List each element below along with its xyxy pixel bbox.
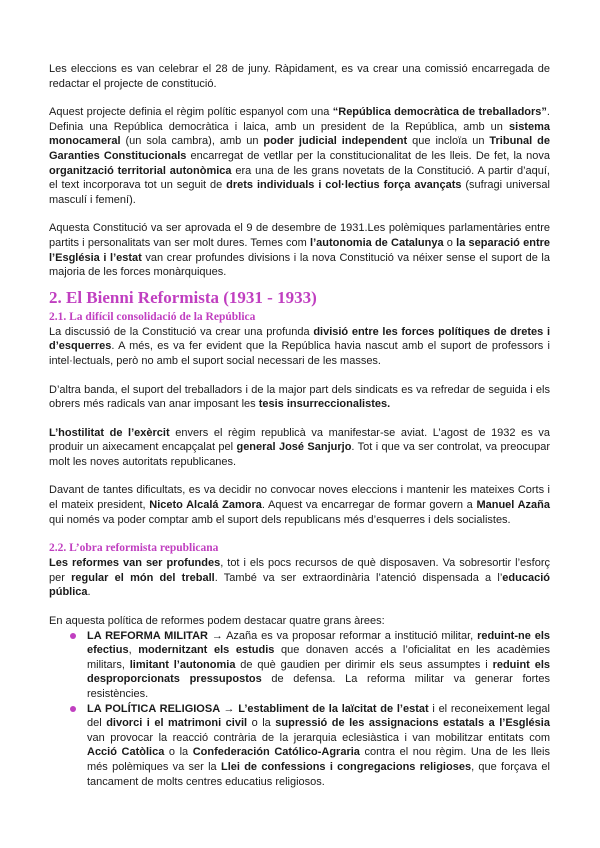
paragraph-constitution-approval: Aquesta Constitució va ser aprovada el 9 de desembre de 1931.Les polèmiques parlamentàries entre partits i personalitats van ser molt dures. Temes com l’autonomia de Catalunya o la separació entre l’Església i l’estat van crear profundes divisions i la nova Constitució va néixer sense el suport de la majoria de les forces monàrquiques. [49,222,550,279]
paragraph-reforms: Les reformes van ser profundes, tot i els pocs recursos de què disposaven. Va sobresortir l’esforç per regular el món del treball. També va ser extraordinària l’atenció dispensada a l’educació pública. [49,557,550,599]
bullet-icon [70,633,76,639]
bullet-icon [70,706,76,712]
list-item-religious-policy: LA POLÍTICA RELIGIOSA → L’establiment de la laïcitat de l’estat i el reconeixement legal del divorci i el matrimoni civil o la supressió de les assignacions estatals a l’Església van provocar la reacció contrària de la jerarquia eclesiàstica i van mobilitzar entitats com Acció Catòlica o la Confederación Católico-Agraria contra el nou règim. Una de les lleis més polèmiques va ser la Llei de confessions i congregacions religioses, que forçava el tancament de molts centres educatius religiosos. [70,702,550,790]
document-body [49,62,550,789]
paragraph-reform-areas-intro: En aquesta política de reformes podem destacar quatre grans àrees: [49,615,385,628]
paragraph-workers-support: D’altra banda, el suport del treballadors i de la major part dels sindicats es va refredar de seguida i els obrers més radicals van anar imposant les tesis insurreccionalistes. [49,383,550,411]
reform-areas-list [49,629,550,790]
subsection-heading-consolidacio: 2.1. La difícil consolidació de la República [49,310,256,323]
subsection-heading-obra-reformista: 2.2. L’obra reformista republicana [49,542,219,555]
section-heading-bienni-reformista: 2. El Bienni Reformista (1931 - 1933) [49,287,317,307]
paragraph-government: Davant de tantes dificultats, es va decidir no convocar noves eleccions i mantenir les mateixes Corts i el mateix president, Niceto Alcalá Zamora. Aquest va encarregar de formar govern a Manuel Azaña qui només va poder comptar amb el suport dels republicans més d’esquerres i dels socialistes. [49,484,550,526]
paragraph-political-division: La discussió de la Constitució va crear una profunda divisió entre les forces polítiques de dretes i d’esquerres. A més, es va fer evident que la República havia nascut amb el suport de professors i intel·lectuals, però no amb el suport social necessari de les masses. [49,325,551,367]
list-item-military-reform: LA REFORMA MILITAR → Azaña es va proposar reformar a institució militar, reduint-ne els efectius, modernitzant els estudis que donaven accés a l’oficialitat en les acadèmies militars, limitant l’autonomia de què gaudien per dirimir els seus assumptes i reduint els desproporcionats pressupostos de defensa. La reforma militar va generar fortes resistències. [70,629,550,702]
paragraph-army-hostility: L’hostilitat de l’exèrcit envers el règim republicà va manifestar-se aviat. L’agost de 1932 es va produir un aixecament encapçalat pel general José Sanjurjo. Tot i que va ser controlat, va preocupar molt les noves autoritats republicanes. [49,426,550,468]
paragraph-constitution-project: Aquest projecte definia el règim polític espanyol com una “República democràtica de treballadors”. Definia una República democràtica i laica, amb un president de la República, amb un sistema monocameral (un sola cambra), amb un poder judicial independent que incloïa un Tribunal de Garanties Constitucionals encarregat de vetllar per la constitucionalitat de les lleis. De fet, la nova organització territorial autonòmica era una de les grans novetats de la Constitució. A partir d’aquí, el text incorporava tot un seguit de drets individuals i col·lectius força avançats (sufragi universal masculí i femení). [49,106,550,206]
paragraph-elections: Les eleccions es van celebrar el 28 de juny. Ràpidament, es va crear una comissió encarregada de redactar el projecte de constitució. [49,63,550,90]
